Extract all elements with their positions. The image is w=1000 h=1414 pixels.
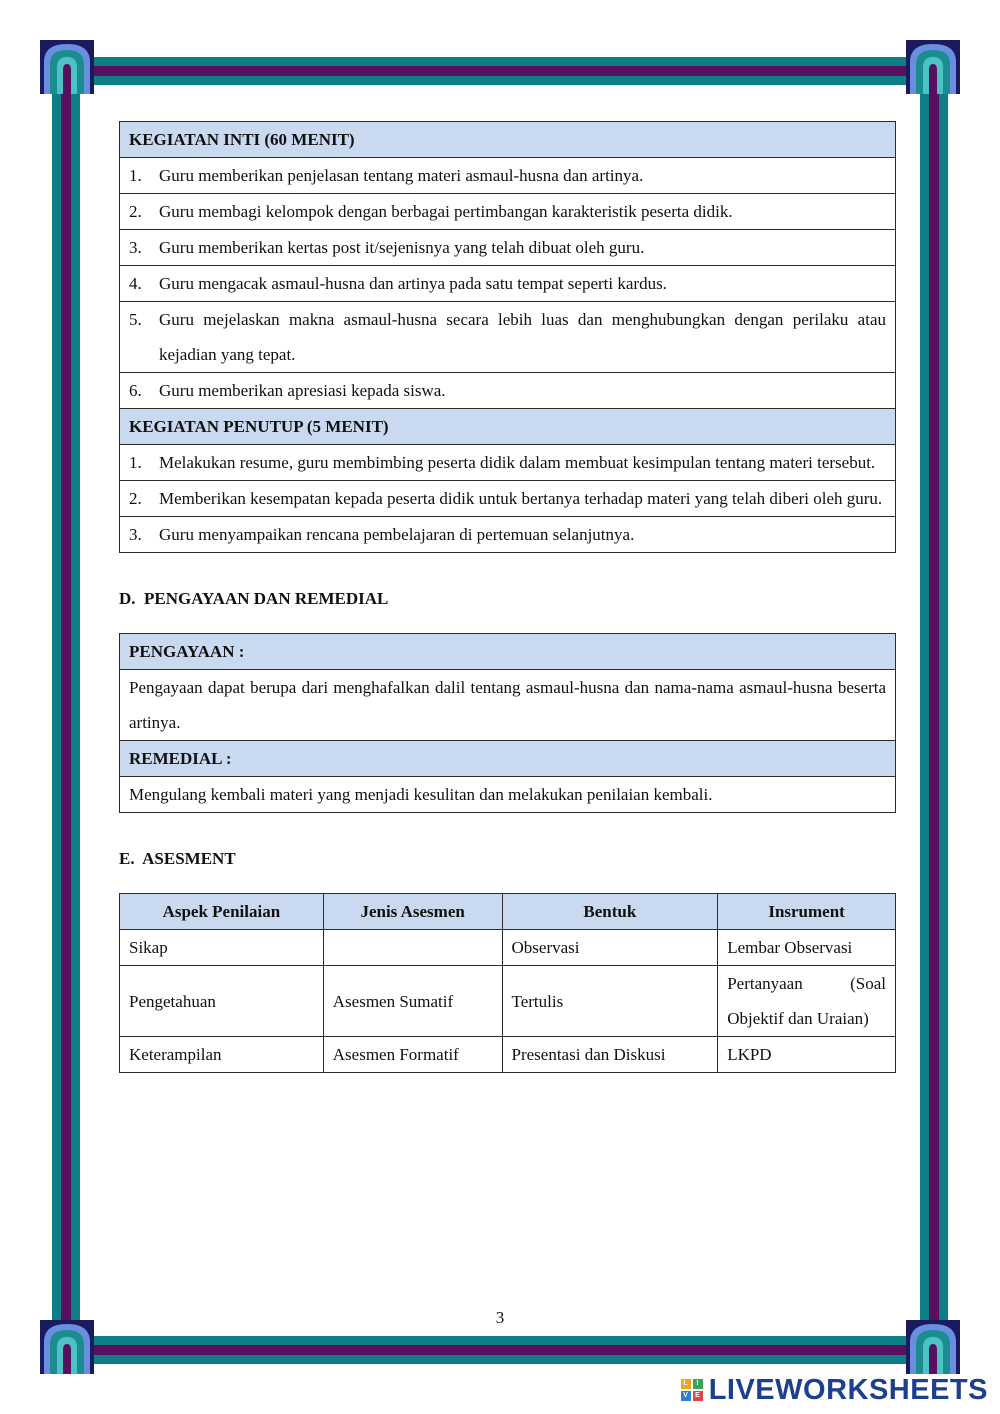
table-cell: Pengetahuan: [120, 966, 324, 1037]
corner-arch-top-left-icon: [40, 40, 94, 94]
table-cell: Keterampilan: [120, 1037, 324, 1073]
page-content: [119, 121, 896, 1073]
frame-bottom-purple: [80, 1345, 920, 1355]
frame-left-teal-outer: [52, 80, 61, 1340]
column-header: Aspek Penilaian: [120, 894, 324, 930]
frame-top-teal-inner: [80, 76, 920, 85]
frame-top-teal-outer: [80, 57, 920, 66]
list-item: 3. Guru menyampaikan rencana pembelajaran di pertemuan selanjutnya.: [120, 517, 896, 553]
frame-left-purple: [61, 80, 71, 1340]
corner-arch-bottom-right-icon: [906, 1320, 960, 1374]
table-cell: Lembar Observasi: [718, 930, 896, 966]
list-item: 3. Guru memberikan kertas post it/sejenisnya yang telah dibuat oleh guru.: [120, 230, 896, 266]
list-item: 2. Memberikan kesempatan kepada peserta didik untuk bertanya terhadap materi yang telah diberi oleh guru.: [120, 481, 896, 517]
asesment-table: [119, 893, 896, 1073]
table-cell: Asesmen Formatif: [323, 1037, 502, 1073]
page-number: 3: [495, 1308, 505, 1327]
kegiatan-penutup-heading: KEGIATAN PENUTUP (5 MENIT): [120, 409, 896, 445]
corner-arch-top-right-icon: [906, 40, 960, 94]
table-cell: Presentasi dan Diskusi: [502, 1037, 718, 1073]
table-row: [120, 1037, 896, 1073]
kegiatan-inti-heading: KEGIATAN INTI (60 MENIT): [120, 122, 896, 158]
list-item: 2. Guru membagi kelompok dengan berbagai pertimbangan karakteristik peserta didik.: [120, 194, 896, 230]
list-item: 6. Guru memberikan apresiasi kepada siswa.: [120, 373, 896, 409]
pengayaan-remedial-table: [119, 633, 896, 813]
table-cell: Tertulis: [502, 966, 718, 1037]
table-row: [120, 930, 896, 966]
list-item: 1. Melakukan resume, guru membimbing peserta didik dalam membuat kesimpulan tentang materi tersebut.: [120, 445, 896, 481]
brand-name: LIVEWORKSHEETS: [708, 1373, 988, 1406]
pengayaan-heading: PENGAYAAN :: [120, 634, 896, 670]
list-item: 1. Guru memberikan penjelasan tentang materi asmaul-husna dan artinya.: [120, 158, 896, 194]
list-item: 4. Guru mengacak asmaul-husna dan artinya pada satu tempat seperti kardus.: [120, 266, 896, 302]
table-cell: Asesmen Sumatif: [323, 966, 502, 1037]
list-item: 5. Guru mejelaskan makna asmaul-husna secara lebih luas dan menghubungkan dengan perilaku atau kejadian yang tepat.: [120, 302, 896, 373]
corner-arch-bottom-left-icon: [40, 1320, 94, 1374]
table-cell: Observasi: [502, 930, 718, 966]
table-cell: Sikap: [120, 930, 324, 966]
liveworksheets-brand[interactable]: [681, 1372, 988, 1408]
section-d-title: D. PENGAYAAN DAN REMEDIAL: [119, 589, 389, 608]
kegiatan-table: [119, 121, 896, 553]
table-cell: Pertanyaan (Soal Objektif dan Uraian): [718, 966, 896, 1037]
remedial-text: Mengulang kembali materi yang menjadi kesulitan dan melakukan penilaian kembali.: [120, 777, 896, 813]
frame-right-teal-outer: [939, 80, 948, 1340]
column-header: Jenis Asesmen: [323, 894, 502, 930]
table-header-row: [120, 894, 896, 930]
pengayaan-text: Pengayaan dapat berupa dari menghafalkan dalil tentang asmaul-husna dan nama-nama asmaul-husna beserta artinya.: [120, 670, 896, 741]
table-cell: LKPD: [718, 1037, 896, 1073]
liveworksheets-logo-icon: L I V E: [681, 1379, 703, 1401]
frame-right-teal-inner: [920, 80, 929, 1340]
frame-bottom-teal-outer: [80, 1336, 920, 1345]
column-header: Bentuk: [502, 894, 718, 930]
table-cell: [323, 930, 502, 966]
column-header: Insrument: [718, 894, 896, 930]
table-row: [120, 966, 896, 1037]
frame-top-purple: [80, 66, 920, 76]
remedial-heading: REMEDIAL :: [120, 741, 896, 777]
frame-bottom-teal-inner: [80, 1355, 920, 1364]
section-e-title: E. ASESMENT: [119, 849, 236, 868]
frame-right-purple: [929, 80, 939, 1340]
frame-left-teal-inner: [71, 80, 80, 1340]
